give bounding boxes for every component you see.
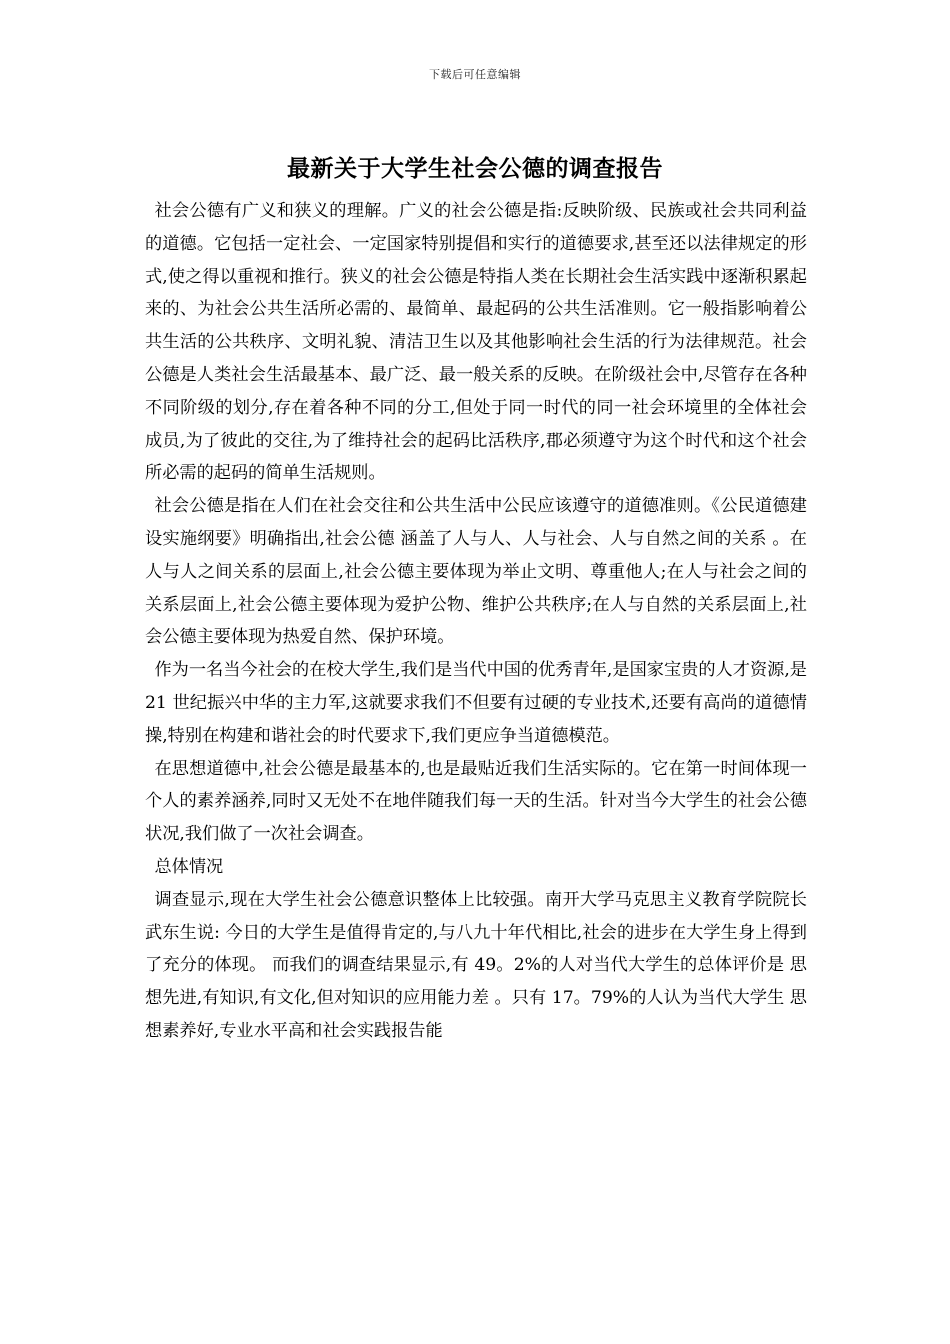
header-note: 下载后可任意编辑 bbox=[429, 68, 521, 81]
paragraph: 作为一名当今社会的在校大学生,我们是当代中国的优秀青年,是国家宝贵的人才资源,是 21 世纪振兴中华的主力军,这就要求我们不但要有过硬的专业技术,还要有高尚的道德情操,特别在构建和谐社会的时代要求下,我们更应争当道德模范。 bbox=[145, 660, 807, 746]
paragraph: 社会公德是指在人们在社会交往和公共生活中公民应该遵守的道德准则。《公民道德建设实施纲要》明确指出,社会公德 涵盖了人与人、人与社会、人与自然之间的关系 。在人与人之间关系的层面上,社会公德主要体现为举止文明、尊重他人;在人与社会之间的关系层面上,社会公德主要体现为爱护公物、维护公共秩序;在人与自然的关系层面上,社会公德主要体现为热爱自然、保护环境。 bbox=[145, 496, 807, 648]
document-title: 最新关于大学生社会公德的调查报告 bbox=[287, 155, 663, 182]
paragraph: 调查显示,现在大学生社会公德意识整体上比较强。南开大学马克思主义教育学院院长武东生说: 今日的大学生是值得肯定的,与八九十年代相比,社会的进步在大学生身上得到了充分的体现。 而我们的调查结果显示,有 49。2%的人对当代大学生的总体评价是 思想先进,有知识,有文化,但对知识的应用能力差 。只有 17。79%的人认为当代大学生 思想素养好,专业水平高和社会实践报告能 bbox=[145, 889, 807, 1041]
document-body bbox=[145, 195, 807, 1048]
section-heading: 总体情况 bbox=[154, 856, 224, 877]
paragraph: 社会公德有广义和狭义的理解。广义的社会公德是指:反映阶级、民族或社会共同利益的道德。它包括一定社会、一定国家特别提倡和实行的道德要求,甚至还以法律规定的形式,使之得以重视和推行。狭义的社会公德是特指人类在长期社会生活实践中逐渐积累起来的、为社会公共生活所必需的、最简单、最起码的公共生活准则。它一般指影响着公共生活的公共秩序、文明礼貌、清洁卫生以及其他影响社会生活的行为法律规范。社会公德是人类社会生活最基本、最广泛、最一般关系的反映。在阶级社会中,尽管存在各种不同阶级的划分,存在着各种不同的分工,但处于同一时代的同一社会环境里的全体社会成员,为了彼此的交往,为了维持社会的起码比活秩序,郡必须遵守为这个时代和这个社会所必需的起码的简单生活规则。 bbox=[145, 201, 807, 484]
paragraph: 在思想道德中,社会公德是最基本的,也是最贴近我们生活实际的。它在第一时间体现一个人的素养涵养,同时又无处不在地伴随我们每一天的生活。针对当今大学生的社会公德状况,我们做了一次社会调查。 bbox=[145, 758, 807, 845]
